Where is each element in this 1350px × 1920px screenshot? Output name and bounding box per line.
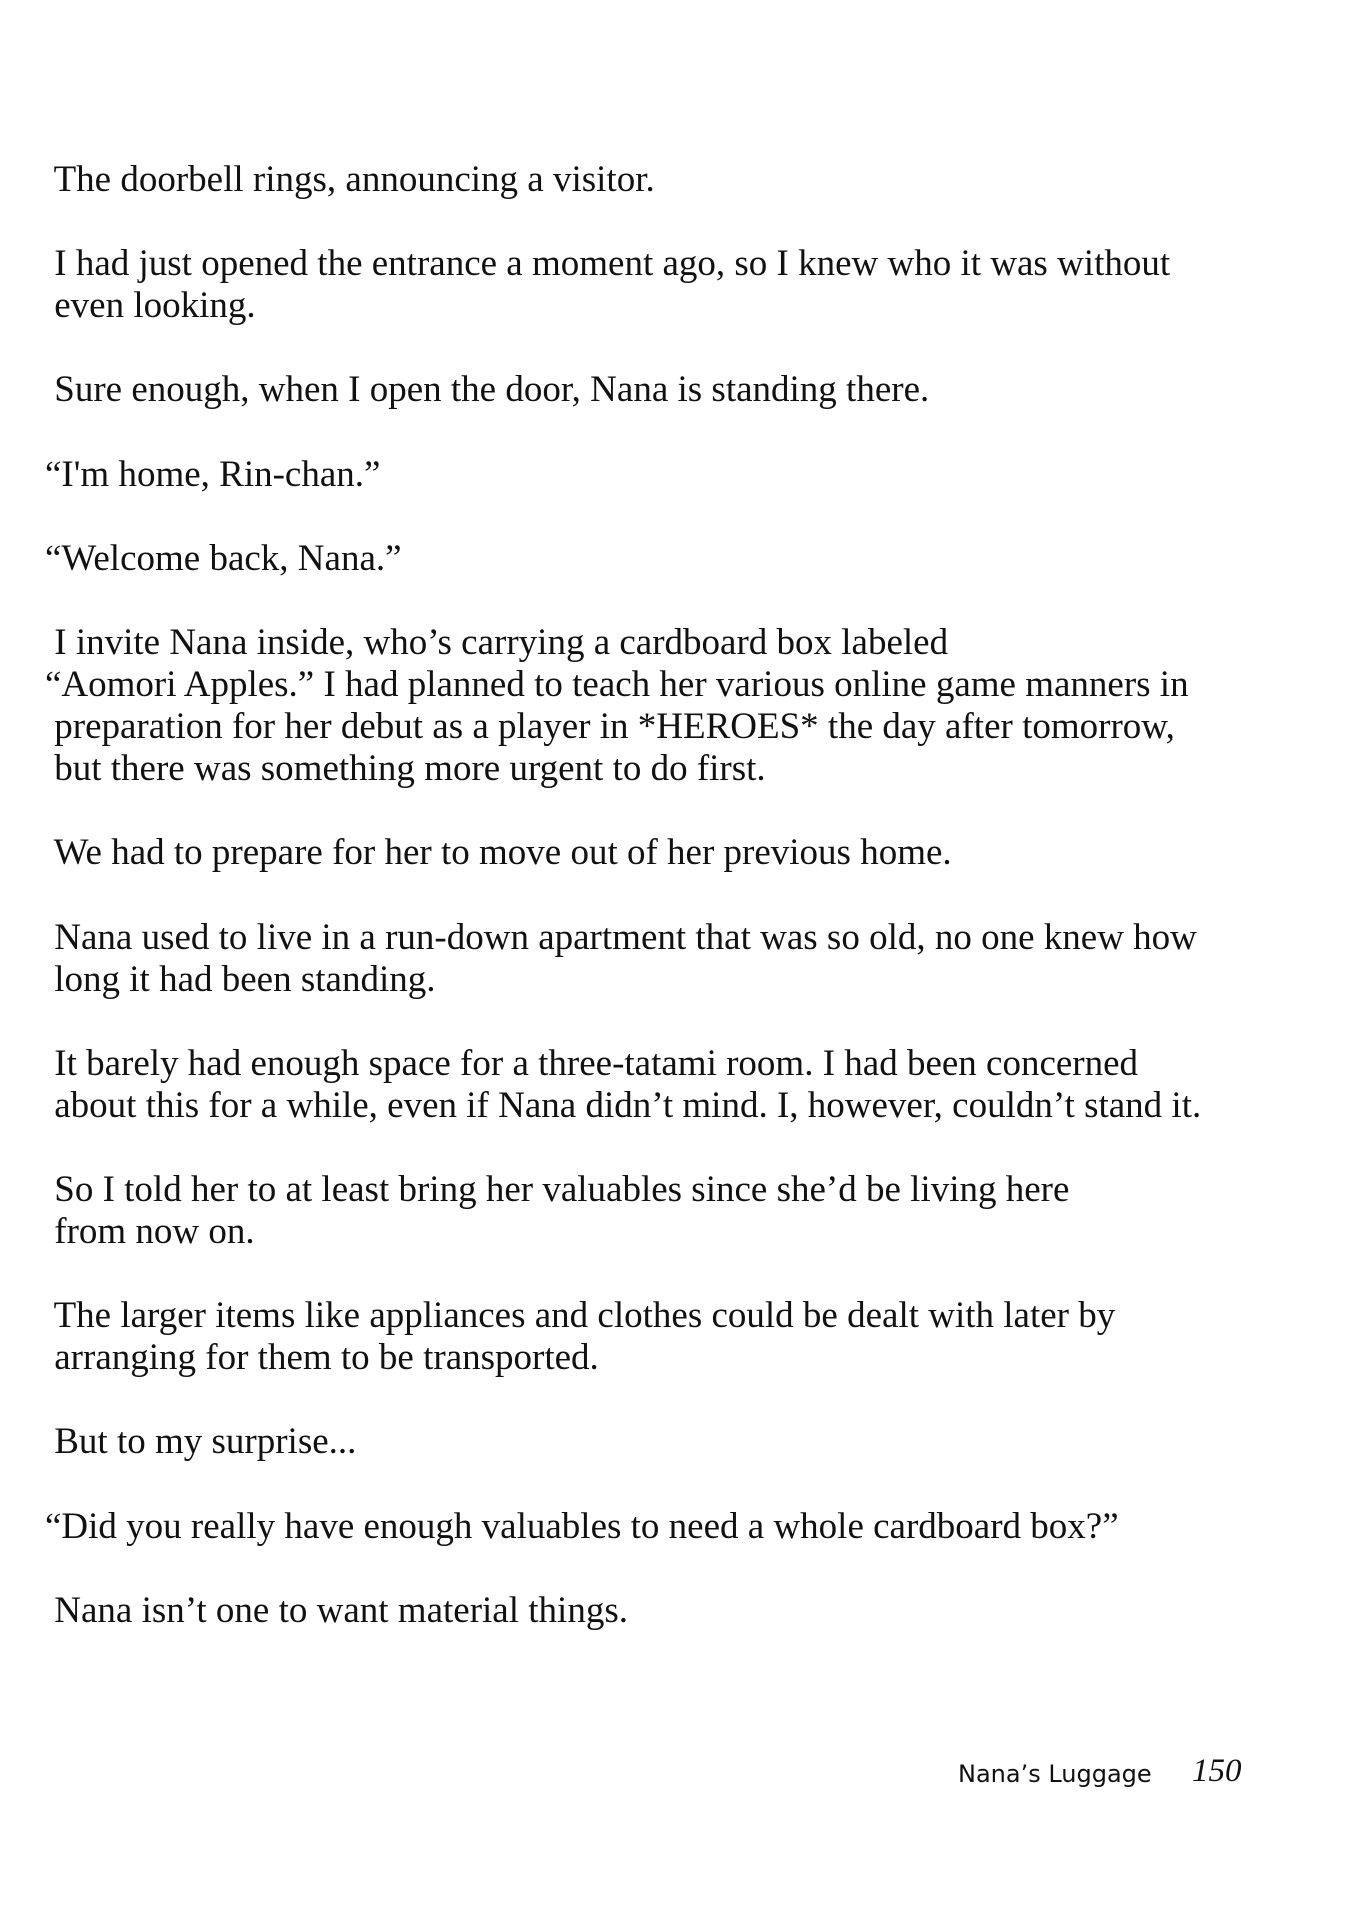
text-line: “Aomori Apples.” I had planned to teach her various online game manners in — [45, 664, 1189, 705]
text-line: “Did you really have enough valuables to need a whole cardboard box?” — [45, 1506, 1119, 1547]
text-line: preparation for her debut as a player in *HEROES* the day after tomorrow, — [45, 706, 1175, 747]
text-line: We had to prepare for her to move out of her previous home. — [45, 832, 952, 873]
text-line: long it had been standing. — [45, 959, 436, 1000]
text-line: Nana used to live in a run-down apartment that was so old, no one knew how — [45, 917, 1197, 958]
text-line: So I told her to at least bring her valuables since she’d be living here — [45, 1169, 1070, 1210]
text-line: Nana isn’t one to want material things. — [45, 1590, 628, 1631]
text-line: Sure enough, when I open the door, Nana is standing there. — [45, 369, 930, 410]
text-line: from now on. — [45, 1211, 255, 1252]
text-line: The larger items like appliances and clothes could be dealt with later by — [45, 1295, 1116, 1336]
text-line: arranging for them to be transported. — [45, 1337, 599, 1378]
text-line: I had just opened the entrance a moment ago, so I knew who it was without — [45, 243, 1171, 284]
text-line: “I'm home, Rin-chan.” — [45, 454, 381, 495]
chapter-title: Nana’s Luggage — [958, 1760, 1152, 1788]
text-line: even looking. — [45, 285, 256, 326]
text-line: But to my surprise... — [45, 1421, 357, 1462]
text-line: The doorbell rings, announcing a visitor. — [45, 159, 655, 200]
page-number: 150 — [1192, 1753, 1242, 1789]
text-line: It barely had enough space for a three-tatami room. I had been concerned — [45, 1043, 1139, 1084]
text-line: about this for a while, even if Nana didn’t mind. I, however, couldn’t stand it. — [45, 1085, 1202, 1126]
text-line: I invite Nana inside, who’s carrying a cardboard box labeled — [45, 622, 949, 663]
text-line: “Welcome back, Nana.” — [45, 538, 402, 579]
text-line: but there was something more urgent to do first. — [45, 748, 766, 789]
